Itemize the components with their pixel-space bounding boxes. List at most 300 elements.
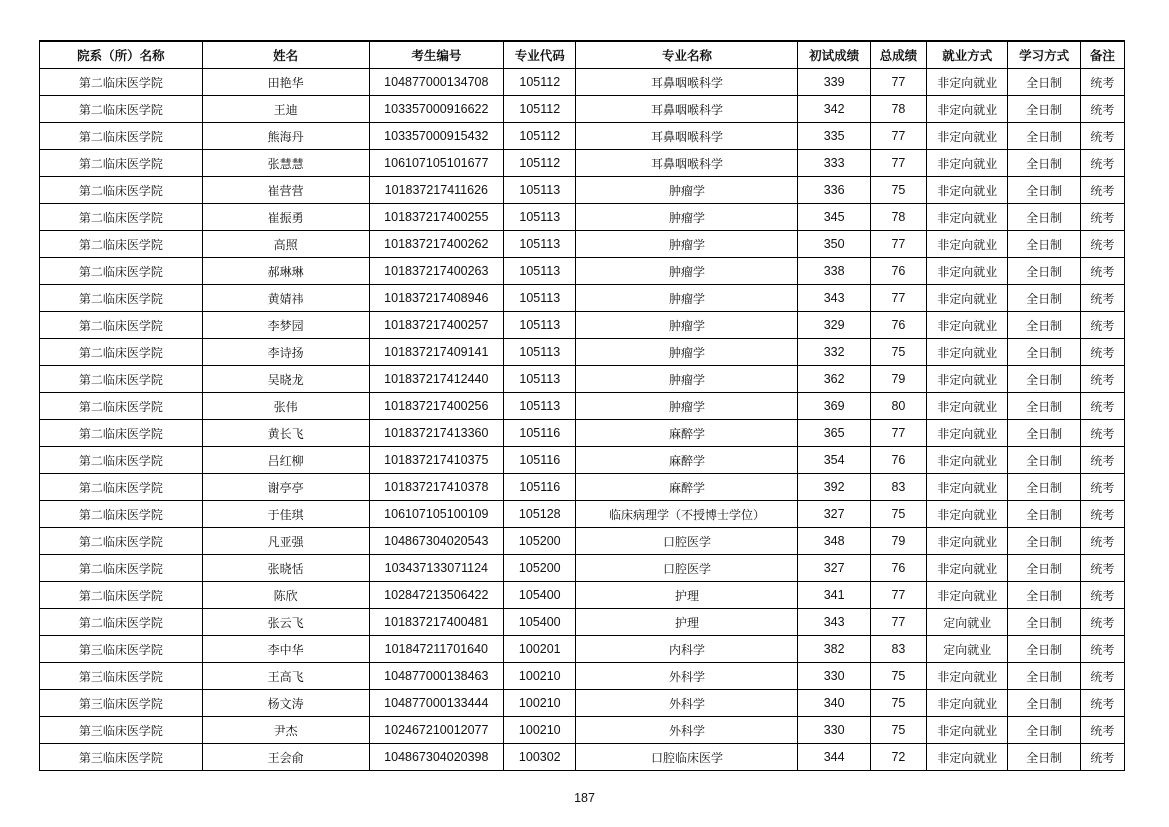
table-row [40, 744, 1125, 771]
cell-study-mode: 全日制 [1008, 501, 1080, 528]
cell-name: 王迪 [202, 96, 369, 123]
cell-candidate-id: 101837217413360 [369, 420, 504, 447]
cell-remarks: 统考 [1080, 663, 1124, 690]
cell-candidate-id: 102467210012077 [369, 717, 504, 744]
cell-major-name: 护理 [576, 582, 798, 609]
header-remarks: 备注 [1080, 41, 1124, 69]
cell-name: 崔振勇 [202, 204, 369, 231]
cell-candidate-id: 101837217409141 [369, 339, 504, 366]
cell-major-name: 肿瘤学 [576, 312, 798, 339]
table-row [40, 285, 1125, 312]
cell-department: 第二临床医学院 [40, 528, 203, 555]
cell-total-score: 79 [870, 528, 926, 555]
cell-department: 第三临床医学院 [40, 717, 203, 744]
cell-major-code: 105112 [504, 69, 576, 96]
cell-employment-type: 非定向就业 [927, 258, 1008, 285]
cell-major-code: 105200 [504, 528, 576, 555]
table-row [40, 663, 1125, 690]
cell-name: 张晓恬 [202, 555, 369, 582]
cell-total-score: 75 [870, 717, 926, 744]
cell-remarks: 统考 [1080, 177, 1124, 204]
cell-employment-type: 非定向就业 [927, 123, 1008, 150]
cell-total-score: 78 [870, 204, 926, 231]
table-row [40, 501, 1125, 528]
cell-employment-type: 非定向就业 [927, 69, 1008, 96]
table-row [40, 636, 1125, 663]
cell-department: 第二临床医学院 [40, 339, 203, 366]
cell-major-code: 105113 [504, 366, 576, 393]
cell-department: 第三临床医学院 [40, 663, 203, 690]
cell-remarks: 统考 [1080, 393, 1124, 420]
cell-employment-type: 非定向就业 [927, 204, 1008, 231]
cell-major-code: 100210 [504, 663, 576, 690]
cell-major-name: 外科学 [576, 690, 798, 717]
cell-study-mode: 全日制 [1008, 636, 1080, 663]
cell-employment-type: 非定向就业 [927, 366, 1008, 393]
cell-department: 第二临床医学院 [40, 366, 203, 393]
cell-name: 黄长飞 [202, 420, 369, 447]
cell-employment-type: 非定向就业 [927, 690, 1008, 717]
cell-study-mode: 全日制 [1008, 231, 1080, 258]
table-row [40, 528, 1125, 555]
cell-remarks: 统考 [1080, 609, 1124, 636]
cell-employment-type: 非定向就业 [927, 663, 1008, 690]
cell-department: 第二临床医学院 [40, 582, 203, 609]
cell-employment-type: 非定向就业 [927, 528, 1008, 555]
cell-total-score: 79 [870, 366, 926, 393]
cell-preliminary-score: 343 [798, 609, 870, 636]
cell-total-score: 77 [870, 150, 926, 177]
table-row [40, 555, 1125, 582]
cell-candidate-id: 106107105101677 [369, 150, 504, 177]
cell-total-score: 83 [870, 474, 926, 501]
cell-study-mode: 全日制 [1008, 555, 1080, 582]
cell-preliminary-score: 338 [798, 258, 870, 285]
cell-total-score: 77 [870, 582, 926, 609]
cell-major-name: 口腔临床医学 [576, 744, 798, 771]
cell-remarks: 统考 [1080, 366, 1124, 393]
cell-remarks: 统考 [1080, 582, 1124, 609]
header-total-score: 总成绩 [870, 41, 926, 69]
cell-total-score: 76 [870, 555, 926, 582]
cell-total-score: 77 [870, 285, 926, 312]
table-row [40, 609, 1125, 636]
table-row [40, 258, 1125, 285]
cell-department: 第二临床医学院 [40, 123, 203, 150]
cell-employment-type: 非定向就业 [927, 177, 1008, 204]
cell-major-name: 耳鼻咽喉科学 [576, 96, 798, 123]
cell-total-score: 76 [870, 258, 926, 285]
cell-major-code: 105113 [504, 393, 576, 420]
cell-name: 谢亭亭 [202, 474, 369, 501]
table-row [40, 366, 1125, 393]
cell-employment-type: 非定向就业 [927, 474, 1008, 501]
cell-total-score: 77 [870, 609, 926, 636]
cell-major-name: 口腔医学 [576, 528, 798, 555]
cell-major-code: 105116 [504, 420, 576, 447]
cell-employment-type: 非定向就业 [927, 744, 1008, 771]
cell-department: 第三临床医学院 [40, 744, 203, 771]
cell-candidate-id: 103357000915432 [369, 123, 504, 150]
cell-major-code: 100210 [504, 717, 576, 744]
cell-remarks: 统考 [1080, 312, 1124, 339]
cell-department: 第二临床医学院 [40, 96, 203, 123]
cell-department: 第二临床医学院 [40, 204, 203, 231]
cell-study-mode: 全日制 [1008, 393, 1080, 420]
header-major-name: 专业名称 [576, 41, 798, 69]
cell-preliminary-score: 345 [798, 204, 870, 231]
cell-preliminary-score: 343 [798, 285, 870, 312]
cell-department: 第二临床医学院 [40, 285, 203, 312]
cell-name: 张云飞 [202, 609, 369, 636]
page-number: 187 [574, 791, 595, 805]
cell-study-mode: 全日制 [1008, 258, 1080, 285]
cell-candidate-id: 101837217400263 [369, 258, 504, 285]
cell-name: 吴晓龙 [202, 366, 369, 393]
header-department: 院系（所）名称 [40, 41, 203, 69]
cell-name: 陈欣 [202, 582, 369, 609]
cell-name: 杨文涛 [202, 690, 369, 717]
cell-candidate-id: 101837217400255 [369, 204, 504, 231]
table-row [40, 96, 1125, 123]
cell-candidate-id: 104867304020398 [369, 744, 504, 771]
cell-preliminary-score: 339 [798, 69, 870, 96]
cell-department: 第二临床医学院 [40, 312, 203, 339]
cell-major-name: 外科学 [576, 717, 798, 744]
cell-name: 吕红柳 [202, 447, 369, 474]
cell-major-name: 护理 [576, 609, 798, 636]
cell-department: 第二临床医学院 [40, 177, 203, 204]
cell-major-code: 105128 [504, 501, 576, 528]
table-row [40, 474, 1125, 501]
cell-remarks: 统考 [1080, 204, 1124, 231]
cell-candidate-id: 104867304020543 [369, 528, 504, 555]
cell-candidate-id: 101837217400257 [369, 312, 504, 339]
table-row [40, 150, 1125, 177]
cell-employment-type: 非定向就业 [927, 231, 1008, 258]
cell-employment-type: 非定向就业 [927, 312, 1008, 339]
cell-study-mode: 全日制 [1008, 447, 1080, 474]
cell-remarks: 统考 [1080, 690, 1124, 717]
cell-major-code: 105200 [504, 555, 576, 582]
cell-name: 郝琳琳 [202, 258, 369, 285]
cell-name: 高照 [202, 231, 369, 258]
cell-name: 凡亚强 [202, 528, 369, 555]
cell-department: 第二临床医学院 [40, 393, 203, 420]
cell-department: 第二临床医学院 [40, 258, 203, 285]
cell-major-name: 肿瘤学 [576, 231, 798, 258]
cell-major-name: 肿瘤学 [576, 339, 798, 366]
cell-remarks: 统考 [1080, 636, 1124, 663]
cell-preliminary-score: 336 [798, 177, 870, 204]
cell-total-score: 75 [870, 690, 926, 717]
cell-total-score: 72 [870, 744, 926, 771]
cell-remarks: 统考 [1080, 555, 1124, 582]
cell-candidate-id: 104877000133444 [369, 690, 504, 717]
cell-department: 第二临床医学院 [40, 231, 203, 258]
header-study-mode: 学习方式 [1008, 41, 1080, 69]
cell-total-score: 76 [870, 312, 926, 339]
cell-remarks: 统考 [1080, 231, 1124, 258]
cell-remarks: 统考 [1080, 150, 1124, 177]
cell-preliminary-score: 330 [798, 717, 870, 744]
cell-preliminary-score: 392 [798, 474, 870, 501]
cell-remarks: 统考 [1080, 501, 1124, 528]
cell-major-name: 肿瘤学 [576, 258, 798, 285]
cell-study-mode: 全日制 [1008, 744, 1080, 771]
cell-major-code: 100302 [504, 744, 576, 771]
cell-name: 李中华 [202, 636, 369, 663]
cell-department: 第二临床医学院 [40, 474, 203, 501]
table-row [40, 420, 1125, 447]
cell-candidate-id: 106107105100109 [369, 501, 504, 528]
cell-name: 黄婧祎 [202, 285, 369, 312]
cell-major-name: 肿瘤学 [576, 285, 798, 312]
cell-candidate-id: 101837217408946 [369, 285, 504, 312]
cell-major-name: 肿瘤学 [576, 366, 798, 393]
cell-study-mode: 全日制 [1008, 528, 1080, 555]
cell-remarks: 统考 [1080, 528, 1124, 555]
table-row [40, 312, 1125, 339]
cell-remarks: 统考 [1080, 258, 1124, 285]
table-row [40, 582, 1125, 609]
cell-employment-type: 非定向就业 [927, 447, 1008, 474]
cell-total-score: 75 [870, 501, 926, 528]
cell-preliminary-score: 382 [798, 636, 870, 663]
cell-candidate-id: 102847213506422 [369, 582, 504, 609]
cell-employment-type: 非定向就业 [927, 420, 1008, 447]
cell-total-score: 78 [870, 96, 926, 123]
cell-major-code: 105112 [504, 123, 576, 150]
cell-study-mode: 全日制 [1008, 609, 1080, 636]
cell-remarks: 统考 [1080, 285, 1124, 312]
cell-department: 第二临床医学院 [40, 609, 203, 636]
cell-candidate-id: 103437133071124 [369, 555, 504, 582]
cell-major-name: 麻醉学 [576, 447, 798, 474]
cell-candidate-id: 101847211701640 [369, 636, 504, 663]
cell-major-name: 肿瘤学 [576, 204, 798, 231]
cell-study-mode: 全日制 [1008, 663, 1080, 690]
cell-name: 李梦园 [202, 312, 369, 339]
cell-study-mode: 全日制 [1008, 690, 1080, 717]
cell-name: 李诗扬 [202, 339, 369, 366]
cell-name: 王会俞 [202, 744, 369, 771]
cell-preliminary-score: 354 [798, 447, 870, 474]
cell-study-mode: 全日制 [1008, 150, 1080, 177]
cell-study-mode: 全日制 [1008, 474, 1080, 501]
cell-preliminary-score: 330 [798, 663, 870, 690]
cell-preliminary-score: 362 [798, 366, 870, 393]
table-row [40, 447, 1125, 474]
cell-major-name: 麻醉学 [576, 420, 798, 447]
cell-major-name: 耳鼻咽喉科学 [576, 123, 798, 150]
cell-employment-type: 非定向就业 [927, 96, 1008, 123]
cell-major-name: 麻醉学 [576, 474, 798, 501]
cell-total-score: 83 [870, 636, 926, 663]
cell-name: 张伟 [202, 393, 369, 420]
cell-department: 第二临床医学院 [40, 420, 203, 447]
cell-major-name: 肿瘤学 [576, 177, 798, 204]
cell-candidate-id: 101837217410378 [369, 474, 504, 501]
cell-major-code: 105400 [504, 609, 576, 636]
table-row [40, 231, 1125, 258]
table-row [40, 339, 1125, 366]
cell-department: 第二临床医学院 [40, 69, 203, 96]
cell-study-mode: 全日制 [1008, 717, 1080, 744]
cell-employment-type: 定向就业 [927, 636, 1008, 663]
cell-study-mode: 全日制 [1008, 69, 1080, 96]
cell-study-mode: 全日制 [1008, 420, 1080, 447]
cell-department: 第三临床医学院 [40, 690, 203, 717]
cell-employment-type: 非定向就业 [927, 285, 1008, 312]
cell-candidate-id: 104877000138463 [369, 663, 504, 690]
cell-preliminary-score: 332 [798, 339, 870, 366]
cell-major-code: 100201 [504, 636, 576, 663]
cell-major-code: 105113 [504, 258, 576, 285]
cell-major-code: 105112 [504, 96, 576, 123]
table-row [40, 177, 1125, 204]
cell-study-mode: 全日制 [1008, 177, 1080, 204]
cell-candidate-id: 101837217410375 [369, 447, 504, 474]
cell-remarks: 统考 [1080, 717, 1124, 744]
cell-candidate-id: 101837217411626 [369, 177, 504, 204]
cell-major-code: 105113 [504, 285, 576, 312]
cell-total-score: 77 [870, 231, 926, 258]
cell-study-mode: 全日制 [1008, 285, 1080, 312]
cell-major-code: 105116 [504, 447, 576, 474]
cell-remarks: 统考 [1080, 420, 1124, 447]
table-body [40, 69, 1125, 771]
cell-total-score: 75 [870, 177, 926, 204]
cell-study-mode: 全日制 [1008, 123, 1080, 150]
cell-preliminary-score: 340 [798, 690, 870, 717]
cell-department: 第二临床医学院 [40, 501, 203, 528]
cell-major-name: 内科学 [576, 636, 798, 663]
cell-preliminary-score: 365 [798, 420, 870, 447]
cell-remarks: 统考 [1080, 69, 1124, 96]
cell-employment-type: 非定向就业 [927, 150, 1008, 177]
cell-department: 第三临床医学院 [40, 636, 203, 663]
cell-name: 尹杰 [202, 717, 369, 744]
cell-major-name: 临床病理学（不授博士学位） [576, 501, 798, 528]
table-row [40, 393, 1125, 420]
cell-total-score: 77 [870, 420, 926, 447]
table-row [40, 204, 1125, 231]
table-row [40, 690, 1125, 717]
cell-employment-type: 非定向就业 [927, 717, 1008, 744]
table-row [40, 69, 1125, 96]
admission-table [39, 40, 1125, 771]
cell-major-name: 外科学 [576, 663, 798, 690]
cell-name: 熊海丹 [202, 123, 369, 150]
cell-remarks: 统考 [1080, 474, 1124, 501]
cell-preliminary-score: 369 [798, 393, 870, 420]
cell-major-code: 105113 [504, 339, 576, 366]
cell-candidate-id: 104877000134708 [369, 69, 504, 96]
cell-employment-type: 非定向就业 [927, 393, 1008, 420]
cell-name: 崔营营 [202, 177, 369, 204]
cell-candidate-id: 101837217400262 [369, 231, 504, 258]
cell-preliminary-score: 341 [798, 582, 870, 609]
cell-remarks: 统考 [1080, 447, 1124, 474]
cell-employment-type: 非定向就业 [927, 555, 1008, 582]
cell-candidate-id: 103357000916622 [369, 96, 504, 123]
cell-remarks: 统考 [1080, 744, 1124, 771]
header-major-code: 专业代码 [504, 41, 576, 69]
cell-study-mode: 全日制 [1008, 96, 1080, 123]
cell-name: 田艳华 [202, 69, 369, 96]
cell-study-mode: 全日制 [1008, 339, 1080, 366]
cell-remarks: 统考 [1080, 339, 1124, 366]
cell-candidate-id: 101837217400481 [369, 609, 504, 636]
cell-name: 于佳琪 [202, 501, 369, 528]
cell-study-mode: 全日制 [1008, 366, 1080, 393]
cell-major-code: 105113 [504, 231, 576, 258]
cell-employment-type: 非定向就业 [927, 339, 1008, 366]
cell-preliminary-score: 329 [798, 312, 870, 339]
table-row [40, 717, 1125, 744]
cell-preliminary-score: 350 [798, 231, 870, 258]
cell-employment-type: 定向就业 [927, 609, 1008, 636]
cell-total-score: 80 [870, 393, 926, 420]
cell-remarks: 统考 [1080, 96, 1124, 123]
header-candidate-id: 考生编号 [369, 41, 504, 69]
cell-major-code: 105116 [504, 474, 576, 501]
cell-major-code: 105400 [504, 582, 576, 609]
cell-preliminary-score: 327 [798, 501, 870, 528]
cell-candidate-id: 101837217412440 [369, 366, 504, 393]
cell-remarks: 统考 [1080, 123, 1124, 150]
cell-major-name: 口腔医学 [576, 555, 798, 582]
cell-department: 第二临床医学院 [40, 555, 203, 582]
cell-candidate-id: 101837217400256 [369, 393, 504, 420]
cell-employment-type: 非定向就业 [927, 582, 1008, 609]
cell-study-mode: 全日制 [1008, 582, 1080, 609]
cell-major-name: 肿瘤学 [576, 393, 798, 420]
cell-preliminary-score: 348 [798, 528, 870, 555]
cell-major-code: 100210 [504, 690, 576, 717]
cell-department: 第二临床医学院 [40, 447, 203, 474]
cell-name: 张慧慧 [202, 150, 369, 177]
cell-total-score: 77 [870, 69, 926, 96]
header-employment-type: 就业方式 [927, 41, 1008, 69]
header-name: 姓名 [202, 41, 369, 69]
cell-name: 王高飞 [202, 663, 369, 690]
cell-preliminary-score: 335 [798, 123, 870, 150]
cell-study-mode: 全日制 [1008, 312, 1080, 339]
cell-preliminary-score: 333 [798, 150, 870, 177]
cell-major-name: 耳鼻咽喉科学 [576, 69, 798, 96]
cell-major-name: 耳鼻咽喉科学 [576, 150, 798, 177]
cell-total-score: 75 [870, 339, 926, 366]
cell-major-code: 105112 [504, 150, 576, 177]
header-preliminary-score: 初试成绩 [798, 41, 870, 69]
cell-major-code: 105113 [504, 312, 576, 339]
header-row [40, 41, 1125, 69]
cell-study-mode: 全日制 [1008, 204, 1080, 231]
cell-employment-type: 非定向就业 [927, 501, 1008, 528]
cell-major-code: 105113 [504, 177, 576, 204]
cell-preliminary-score: 327 [798, 555, 870, 582]
cell-total-score: 76 [870, 447, 926, 474]
cell-preliminary-score: 342 [798, 96, 870, 123]
cell-department: 第二临床医学院 [40, 150, 203, 177]
cell-major-code: 105113 [504, 204, 576, 231]
cell-preliminary-score: 344 [798, 744, 870, 771]
cell-total-score: 75 [870, 663, 926, 690]
cell-total-score: 77 [870, 123, 926, 150]
table-row [40, 123, 1125, 150]
